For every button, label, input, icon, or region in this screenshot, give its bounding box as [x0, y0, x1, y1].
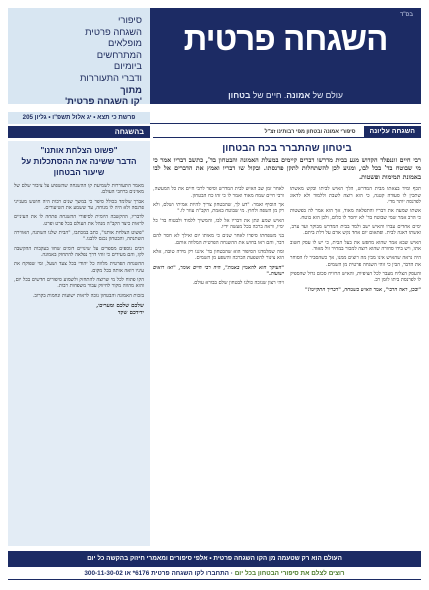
subtitle-text: . חיים של — [252, 90, 287, 100]
article-paragraph: אשתו שמעה את דבריו והתפלאה מאוד, אך הוא אמר לה בפשטות כי הרב אמר שמי שבוטח בד' לא יחסר לו כלום, ולכן הוא בוטח. — [290, 208, 421, 221]
side-line: ודברי התעוררות — [79, 71, 142, 83]
article-paragraph: ומה שמלמדנו הסיפור הוא שהבטחון בד' איננו רק מידה טובה, אלא הוא צינור להשפעת הברכה והשפע מן השמים. — [153, 248, 284, 262]
article-lead: רבי חיים זוננפלד הקדוש מגע בבית מדרשו דברים קיימים במעלת האמונה והבטחון בד', כתשב דבריו אמר כי מי שבוטח בד' בכל לבו, ומגיע לכן להשתחלות לתקן פרנסתו. ובקול שו דבריו ואמץ את הדברים אל לבו באמונת תמימות ופשטות. — [153, 157, 421, 181]
article-paragraph: בני משפחתו סיפרו לאחר שנים כי מאותו יום ואילך לא חסר להם דבר, והם ראו בחוש את ההשגחה הפרטית המלווה אותם. — [153, 233, 284, 246]
sidebar-paragraph: אברך שלומד בכולל סיפר כי במשך שנים רבות היה חושש מענייני פרנסה ולא היה לו מנוחה, עד ששמע את השיעורים. — [14, 198, 144, 212]
sidebar-body — [14, 183, 144, 299]
footer-contact-lead: רוצים לצלם את סיפורי הבטחון בכל יום — [234, 570, 345, 577]
newsletter-title: השגחה פרטית — [183, 20, 388, 57]
sidebar-headline: "פשוט הצלחת אותנו" — [40, 146, 118, 155]
side-line: 'קו השגחה פרטית' — [64, 95, 142, 107]
side-line: ביומיום — [113, 60, 142, 72]
signature-line: ידידכם שקד — [117, 310, 144, 317]
date-bar — [8, 112, 421, 124]
article-quote: "ובכן, ראה הרבי", אמר האיש בשמחה, "דבריך התקיימו!" — [304, 286, 421, 293]
main-section-subtitle: סיפורי אמונה ובטחון מפי רבותינו זצ"ל — [264, 128, 356, 135]
sidebar-paragraph: בזכות האמונה והבטחון נזכה לראות ישועות ונחמות בקרוב. — [32, 292, 144, 299]
article-quote: "העיקר הוא להאמין באמת", היה רבי חיים אומר, "ואז רואים ישועות." — [153, 264, 284, 277]
main-section-tag: השגחה עליונה — [364, 126, 421, 137]
article-columns — [153, 186, 421, 296]
masthead — [8, 8, 421, 110]
side-line: המתרחשים — [96, 48, 142, 60]
article-paragraph: ימים אחדים עברו והאיש ישב ולמד בבית המדרש מבוקר ועד ערב, ואשתו דאגה לבית. ופתאום יום אחד נקש אדם על דלת ביתם. — [290, 223, 421, 237]
article-paragraph: והעסק הצליח מעבר לכל הציפיות, והאיש הרוויח סכום גדול שהספיק לו לפרנסת ביתו לזמן רב. — [290, 271, 421, 284]
sidebar-section-tag: בהשגחה — [8, 126, 150, 138]
main-article — [153, 141, 421, 546]
sidebar-article — [8, 141, 150, 546]
sidebar-paragraph: "פשוט הצלחת אותנו", כתב במכתבו, "הבית שלנו השתנה, האווירה השתנתה, והבטחון נכנס ללבנו." — [14, 230, 144, 243]
article-paragraph: האיש שבא אמר שהוא מחפש את בעל הבית, כי יש לו עסק חשוב אתו, ויש בידו סחורה שהוא רוצה למכור במחיר זול מאוד. — [290, 239, 421, 252]
subtitle-bold-1: אמונה — [286, 90, 311, 100]
article-paragraph: ויהי רצון שנזכה כולנו לבטחון שלם בבורא עולם. — [192, 280, 284, 287]
article-paragraph: האיש שמע ונתן את דבריו אל לבו, והמשיך ללמוד ולבטוח בד' כל ימיו, וראה ברכה בכל מעשה ידיו. — [153, 217, 284, 230]
date-bar-rule — [150, 112, 421, 124]
article-paragraph: תכף ומיד בצאתו מבית המדרש, הלך האיש לביתו ובקש מאשתו שתכין לו סעודה קטנה, כי הוא רוצה לשבת וללמוד ולא לדאוג לפרנסה יותר מדי. — [290, 186, 421, 205]
footer-contact — [8, 568, 421, 580]
article-paragraph: אך הוסיף ואמר: "דע לך, שהבטחון צריך להיות אמיתי ושלם, ולא רק מן השפה ולחוץ. מי שבוטח באמת, הקב"ה עוזר לו." — [153, 201, 284, 215]
sidebar-paragraph: ההשגחה הפרטית מלווה כל יהודי בכל צעד ושעל, ומי שפוקח את עיניו רואה אותה בכל מקום. — [14, 261, 144, 274]
sidebar-subheadline: הדבר ששינה את ההסתכלות על שיעור הבטחון — [21, 157, 137, 177]
signature-line: שלכם שלכם ומעריכו, — [96, 303, 144, 310]
sidebar-signature — [14, 303, 144, 317]
article-column — [153, 186, 284, 296]
main-section-header — [153, 126, 421, 138]
issue-label: בס"ד — [400, 12, 413, 18]
sidebar-paragraph: הקו פתוח לכל מי שרוצה להתחזק ולשמוע סיפורים חדשים בכל יום, והוא מהווה מקור לחיזוק עבור משפחות רבות. — [14, 277, 144, 290]
article-paragraph: לאחר זמן שב האיש לבית המדרש וסיפר לרבי חיים את כל המעשה, ורבי חיים שמח מאוד ואמר לו כי זהו כח הבטחון. — [153, 186, 284, 199]
sidebar-paragraph: לדבריו, ההקשבה היומית לסיפורי ההשגחה פתחה לו את העיניים לראות כיצד הקב"ה מנהל את העולם בכל פרט ופרט. — [14, 214, 144, 227]
sidebar-paragraph: מאמר התעוררות לשמיעת קו ההשגחה שהשפיע על ציבור שלם של מאזינים ברחבי העולם. — [14, 183, 144, 196]
footer-contact-separator: · — [229, 570, 233, 577]
sidebar-paragraph: רבים נוספים מספרים על שינויים דומים שחוו בעקבות ההקשבה לקו, והם מעידים כי זוהי דרך נפלאה להתחזק באמונה. — [14, 245, 144, 259]
side-line: השגחה פרטית — [85, 25, 142, 37]
side-line: מופלאים — [107, 37, 142, 49]
subtitle-bold-2: בטחון — [228, 90, 251, 100]
footer-banner: העולם הוא רק שטעמה מן הקו השגחה פרטית • אלפי סיפורים ומאמרי חיזוק בהקשה כל יום — [8, 551, 421, 567]
masthead-title-box — [150, 8, 421, 104]
article-paragraph: היה נראה שהאיש אינו מבין מה רוצים ממנו, אך כשהסביר לו הסוחר את הדבר, הבין כי זוהי השגחה פרטית מן השמים. — [290, 255, 421, 268]
subtitle-text: עולם של — [312, 90, 343, 100]
masthead-side-box — [8, 8, 150, 107]
side-line: סיפורי — [118, 14, 142, 25]
newsletter-subtitle — [150, 90, 421, 100]
article-title: ביטחון שהתברר בכח הבטחון — [222, 143, 352, 154]
side-line: מתוך — [120, 83, 142, 95]
footer-contact-number: התחברו לקו השגחה פרטית 6176* או 300-11-30-02 — [84, 570, 230, 577]
issue-date: פרשת כי תצא • יג אלול תשפ"ו • גליון 205 — [8, 112, 150, 124]
article-column — [290, 186, 421, 296]
